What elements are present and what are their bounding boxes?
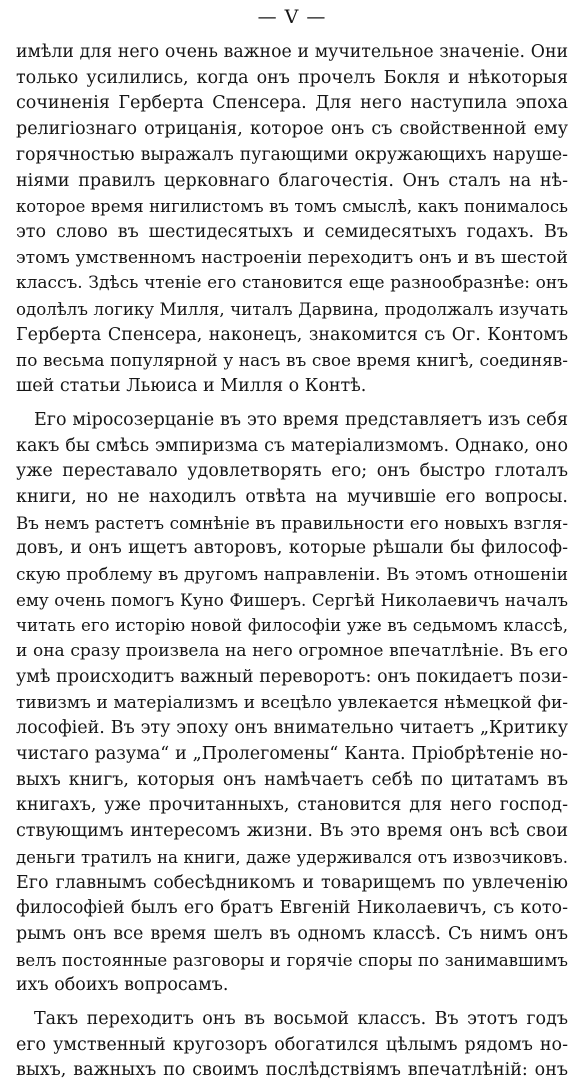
text-line: религіознаго отрицанія, которое онъ съ свойственной ему [16,119,568,140]
text-line: только усилились, когда онъ прочелъ Бокля и нѣкоторыя [16,67,568,88]
text-line: довъ, и онъ ищетъ авторовъ, которые рѣшали бы философ- [16,538,568,559]
text-line: выхъ, важныхъ по своимъ послѣдствіямъ впечатлѣній: онъ [16,1060,568,1081]
text-line: книги, но не находилъ отвѣта на мучившіе его вопросы. [16,486,568,507]
paragraph-3 [16,1007,568,1084]
paragraph-gap [16,400,568,408]
text-line: его умственный кругозоръ обогатился цѣлымъ рядомъ но- [16,1034,568,1055]
text-line: горячностью выражалъ пугающими окружающихъ наруше- [16,144,568,165]
text-line: по весьма популярной у насъ въ свое время книгѣ, соединяв- [16,350,568,371]
text-line: деньги тратилъ на книги, даже удерживался отъ извозчиковъ. [16,847,568,867]
text-line: умѣ происходитъ важный переворотъ: онъ покидаетъ пози- [16,666,568,687]
text-line: Герберта Спенсера, наконецъ, знакомится съ Ог. Контомъ [16,324,568,345]
text-line: которое время нигилистомъ въ томъ смыслѣ, какъ понималось [16,197,568,217]
text-line: сочиненія Герберта Спенсера. Для него наступила эпоха [16,93,568,114]
text-line: ніями правилъ церковнаго благочестія. Онъ сталъ на нѣ- [16,170,568,191]
text-line: тивизмъ и матеріализмъ и всецѣло увлекается нѣмецкой фи- [16,692,568,713]
text-line: Въ немъ растетъ сомнѣніе въ правильности его новыхъ взгля- [16,512,568,533]
text-line: ему очень помогъ Куно Фишеръ. Сергѣй Николаевичъ началъ [16,590,568,610]
text-line: книгахъ, уже прочитанныхъ, становится для него господ- [16,795,568,816]
text-line: Его міросозерцаніе въ это время представляетъ изъ себя [34,409,568,430]
text-line: лософіей. Въ эту эпоху онъ внимательно читаетъ „Критику [16,718,568,739]
text-line: философіей былъ его братъ Евгеній Николаевичъ, съ кото- [16,898,568,919]
text-line: Его главнымъ собесѣдникомъ и товарищемъ по увлеченію [16,872,568,893]
paragraph-1 [16,40,568,400]
text-line: классъ. Здѣсь чтеніе его становится еще разнообразнѣе: онъ [16,273,568,294]
paragraph-2 [16,408,568,999]
text-line: читать его исторію новой философіи уже въ седьмомъ классѣ, [16,616,568,636]
text-line: имѣли для него очень важное и мучительное значеніе. Они [16,42,568,62]
text-line: выхъ книгъ, которыя онъ намѣчаетъ себѣ по цитатамъ въ [16,769,568,790]
text-line: это слово въ шестидесятыхъ и семидесятыхъ годахъ. Въ [16,221,568,242]
paragraph-gap [16,999,568,1007]
text-line: и она сразу произвела на него огромное впечатлѣніе. Въ его [16,641,568,662]
text-line: ствующимъ интересомъ жизни. Въ это время онъ всѣ свои [16,821,568,842]
page-number: — V — [257,6,327,28]
text-line: одолѣлъ логику Милля, читалъ Дарвина, продолжалъ изучать [16,300,568,320]
text-line: какъ бы смѣсь эмпиризма съ матеріализмомъ. Однако, оно [16,435,568,456]
text-line: велъ постоянные разговоры и горячіе споры по занимавшимъ [16,950,568,970]
text-line: скую проблему въ другомъ направленіи. Въ этомъ отношеніи [16,564,568,585]
text-line: этомъ умственномъ настроеніи переходитъ онъ и въ шестой [16,247,568,268]
text-line: ихъ обоихъ вопросамъ. [16,975,229,996]
text-line: рымъ онъ все время шелъ въ одномъ классѣ. Съ нимъ онъ [16,923,568,944]
text-line: чистаго разума“ и „Пролегомены“ Канта. Пріобрѣтеніе но- [16,743,568,764]
text-line: уже переставало удовлетворять его; онъ быстро глоталъ [16,461,568,482]
text-line: Такъ переходитъ онъ въ восьмой классъ. Въ этотъ годъ [34,1009,568,1030]
text-line: шей статьи Льюиса и Милля о Контѣ. [16,376,367,397]
